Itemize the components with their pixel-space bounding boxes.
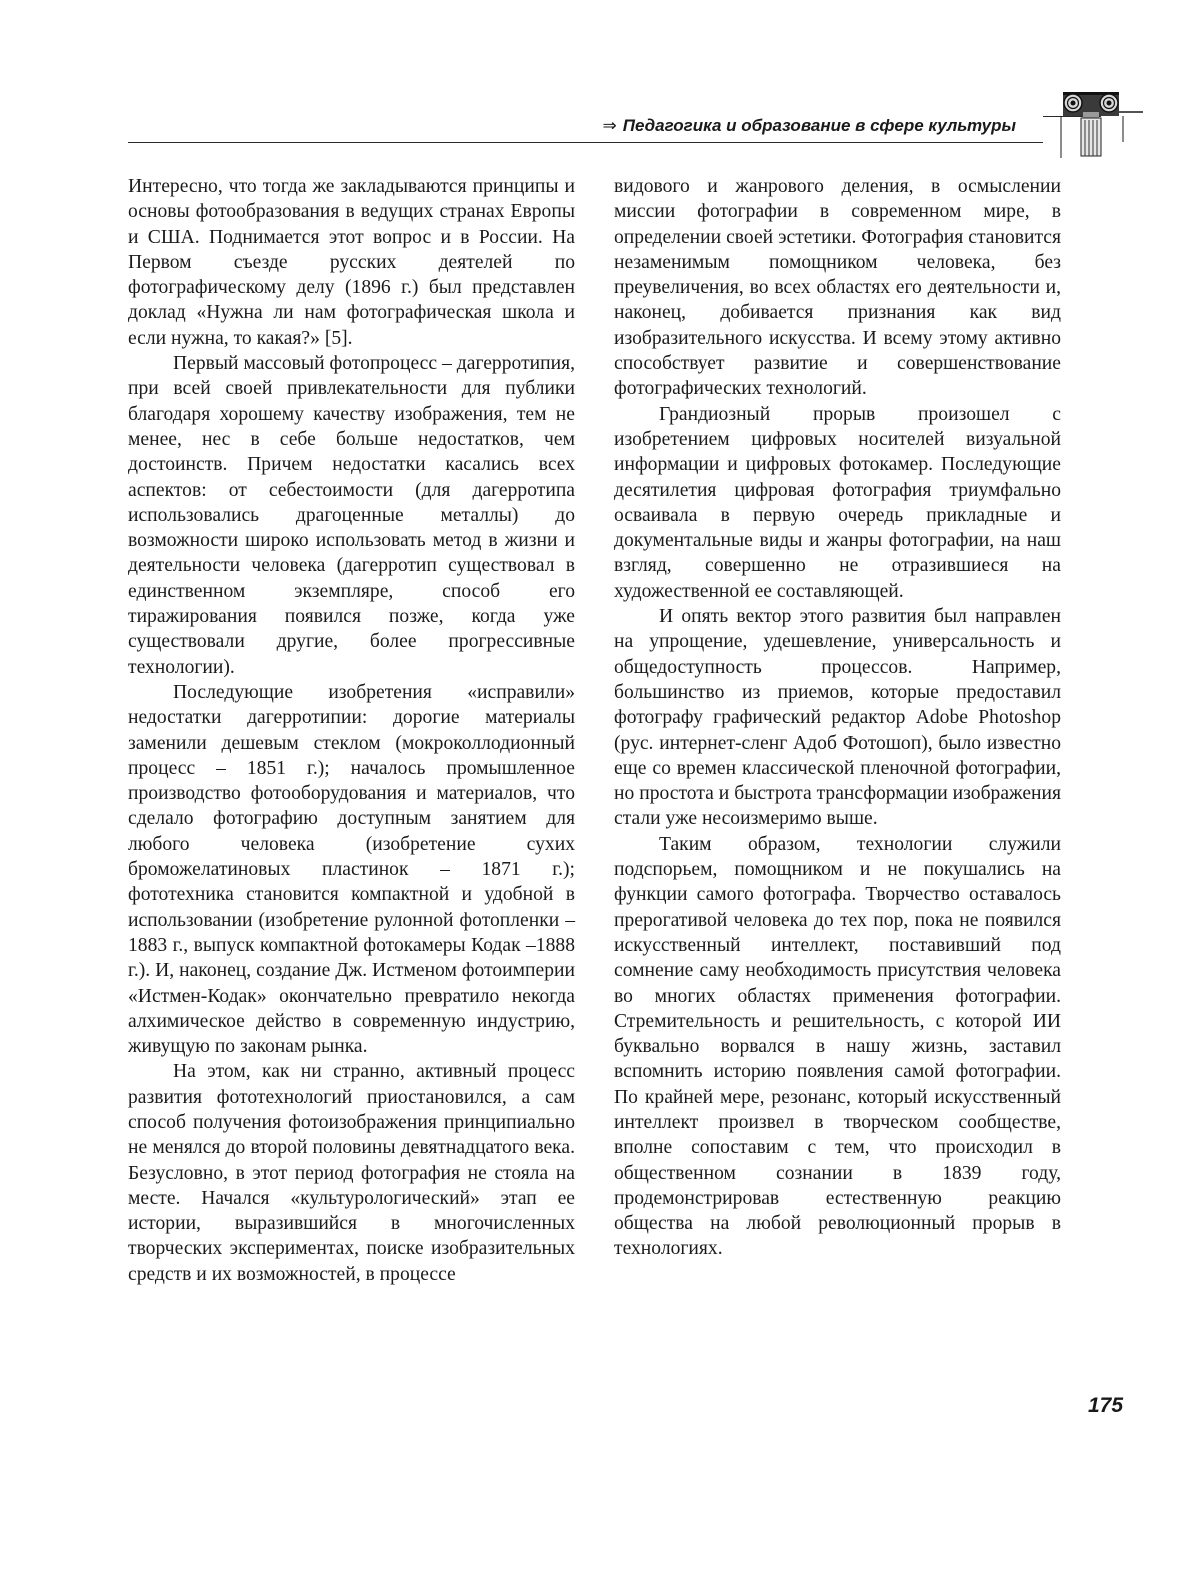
paragraph: Первый массовый фотопроцесс – дагерротипия, при всей своей привлекательности для публики благодаря хорошему качеству изображения, тем не менее, нес в себе больше недостатков, чем достоинств. Причем недостатки касались всех аспектов: от себестоимости (для дагерротипа использовались драгоценные металлы) до возможности широко использовать метод в жизни и деятельности человека (дагерротип существовал в единственном экземпляре, способ его тиражирования появился позже, когда уже существовали другие, более прогрессивные технологии). [128, 353, 575, 678]
running-header [603, 116, 1016, 136]
paragraph: Интересно, что тогда же закладываются принципы и основы фотообразования в ведущих странах Европы и США. Поднимается этот вопрос и в России. На Первом съезде русских деятелей по фотографическому делу (1896 г.) был представлен доклад «Нужна ли нам фотографическая школа и если нужна, то какая?» [5]. [128, 176, 575, 349]
arrow-icon: ⇒ [602, 116, 617, 135]
paragraph: видового и жанрового деления, в осмыслении миссии фотографии в современном мире, в определении своей эстетики. Фотография становится незаменимым помощником человека, без преувеличения, во всех областях его деятельности и, наконец, добивается признания как вид изобразительного искусства. И всему этому активно способствует развитие и совершенствование фотографических технологий. [614, 176, 1061, 400]
header-rule [128, 142, 1043, 143]
running-header-title: Педагогика и образование в сфере культуры [622, 116, 1016, 135]
paragraph: Таким образом, технологии служили подспорьем, помощником и не покушались на функции самого фотографа. Творчество оставалось прерогативой человека до тех пор, пока не появился искусственный интеллект, поставивший под сомнение саму необходимость присутствия человека во многих областях применения фотографии. Стремительность и решительность, с которой ИИ буквально ворвался в нашу жизнь, заставил вспомнить историю появления самой фотографии. По крайней мере, резонанс, который искусственный интеллект произвел в творческом сообществе, вполне сопоставим с тем, что происходил в общественном сознании в 1839 году, продемонстрировав естественную реакцию общества на любой революционный прорыв в технологиях. [614, 833, 1061, 1260]
paragraph: На этом, как ни странно, активный процесс развития фототехнологий приостановился, а сам способ получения фотоизображения принципиально не менялся до второй половины девятнадцатого века. Безусловно, в этот период фотография не стояла на месте. Начался «культурологический» этап ее истории, выразившийся в многочисленных творческих экспериментах, поиске изобразительных средств и их возможностей, в процессе [128, 1061, 575, 1285]
page-number: 175 [1088, 1394, 1124, 1417]
right-column [614, 174, 1061, 1262]
paragraph: Грандиозный прорыв произошел с изобретением цифровых носителей визуальной информации и цифровых фотокамер. Последующие десятилетия цифровая фотография триумфально осваивала в первую очередь прикладные и документальные виды и жанры фотографии, на наш взгляд, совершенно не отразившиеся на художественной ее составляющей. [614, 403, 1061, 602]
paragraph: И опять вектор этого развития был направлен на упрощение, удешевление, универсальность и общедоступность процессов. Например, большинство из приемов, которые предоставил фотографу графический редактор Adobe Photoshop (рус. интернет-сленг Адоб Фотошоп), было известно еще со времен классической пленочной фотографии, но простота и быстрота трансформации изображения стали уже несоизмеримо выше. [614, 606, 1061, 830]
ionic-column-logo-icon [1043, 86, 1143, 158]
paragraph: Последующие изобретения «исправили» недостатки дагерротипии: дорогие материалы заменили дешевым стеклом (мокроколлодионный процесс – 1851 г.); началось промышленное производство фотооборудования и материалов, что сделало фотографию доступным занятием для любого человека (изобретение сухих броможелатиновых пластинок – 1871 г.); фототехника становится компактной и удобной в использовании (изобретение рулонной фотопленки – 1883 г., выпуск компактной фотокамеры Кодак –1888 г.). И, наконец, создание Дж. Истменом фотоимперии «Истмен-Кодак» окончательно превратило некогда алхимическое действо в современную индустрию, живущую по законам рынка. [128, 681, 575, 1058]
left-column [128, 174, 575, 1287]
